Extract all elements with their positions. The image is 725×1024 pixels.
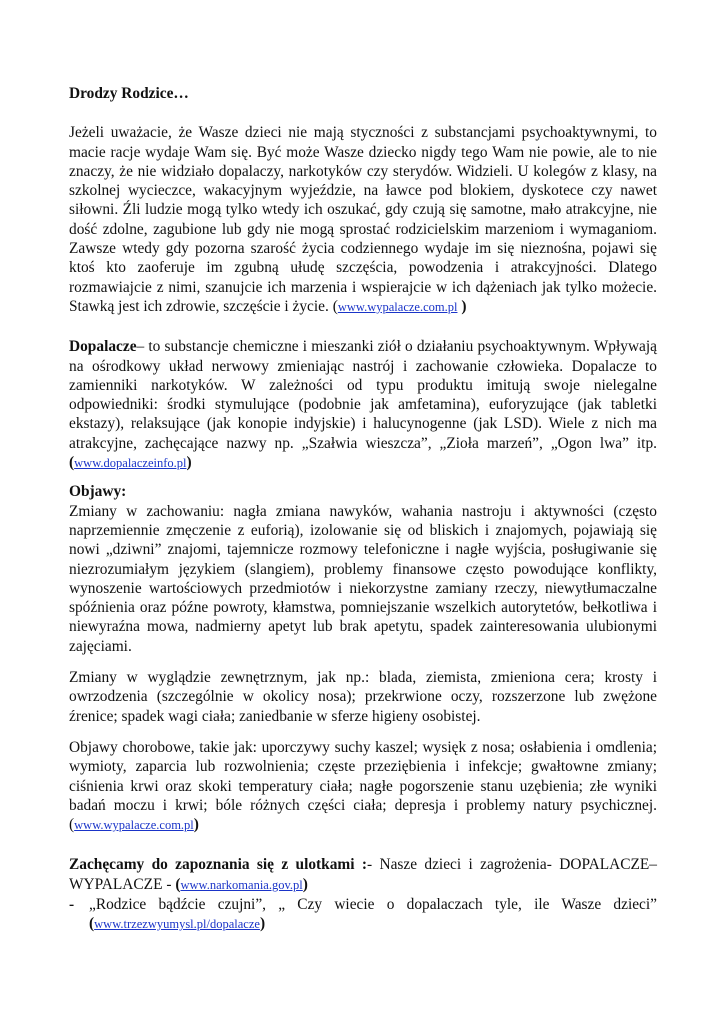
leaflet-2-text: „Rodzice bądźcie czujni”, „ Czy wiecie o dopalaczach tyle, ile Wasze dzieci” [89, 895, 657, 913]
leaflets-list [69, 895, 657, 935]
illness-text: Objawy chorobowe, takie jak: uporczywy suchy kaszel; wysięk z nosa; osłabienia i omdlenia; wymioty, zaparcia lub rozwolnienia; częste przeziębienia i infekcje; gwałtowne zmiany; ciśnienia krwi oraz skoki temperatury ciała; nagłe pogorszenie stanu uzębienia; złe wyniki badań moczu i krwi; bóle różnych części ciała; depresja i problemy natury psychicznej. [69, 738, 657, 814]
definition-source-open: ( [69, 454, 75, 472]
wypalacze-link[interactable]: www.wypalacze.com.pl [337, 299, 458, 314]
leaflet-2-close: ) [259, 915, 266, 933]
intro-text: Jeżeli uważacie, że Wasze dzieci nie mają styczności z substancjami psychoaktywnymi, to macie racje wydaje Wam się. Być może Wasze dziecko nigdy tego Wam nie powie, ale to nie znaczy, że nie widziało dopalaczy, narkotyków czy sterydów. Widzieli. U kolegów z klasy, na szkolnej wycieczce, wakacyjnym wyjeździe, na ławce pod blokiem, dyskotece czy nawet siłowni. Źli ludzie mogą tylko wtedy ich oszukać, gdy czują się samotne, mało atrakcyjne, nie dość zdolne, zagubione lub gdy nie mogą sprostać rodzicielskim marzeniom i wymaganiom. Zawsze wtedy gdy pozorna szarość życia codziennego wydaje im się nieznośna, pojawi się ktoś kto zaoferuje im zgubną ułudę szczęścia, powodzenia i atrakcyjności. Dlatego rozmawiajcie z nimi, szanujcie ich marzenia i wspierajcie w ich dążeniach jak tylko możecie. Stawką jest ich zdrowie, szczęście i życie. [69, 124, 657, 315]
leaflet-1-text: - Nasze dzieci i zagrożenia- DOPALACZE– WYPALACZE - [69, 856, 657, 893]
intro-paragraph [69, 123, 657, 317]
intro-source-close: ) [457, 297, 467, 315]
appearance-paragraph: Zmiany w wyglądzie zewnętrznym, jak np.: blada, ziemista, zmieniona cera; krosty i owrzodzenia (szczególnie w okolicy nosa); przekrwione oczy, rozszerzone lub zwężone źrenice; spadek wagi ciała; zaniedbanie w sferze higieny osobistej. [69, 669, 657, 725]
document-page [69, 84, 657, 935]
symptoms-heading: Objawy: [69, 483, 127, 501]
wypalacze-link-2[interactable]: www.wypalacze.com.pl [74, 818, 194, 833]
definition-text: – to substancje chemiczne i mieszanki ziół o działaniu psychoaktywnym. Wpływają na ośrodkowy układ nerwowy zmieniając nastrój i zachowanie człowieka. Dopalacze to zamienniki narkotyków. W zależności od typu produktu imitują swoje nielegalne odpowiedniki: środki stymulujące (podobnie jak amfetamina), euforyzujące (jak tabletki ekstazy), relaksujące (jak konopie indyjskie) i halucynogenne (jak LSD). Wiele z nich ma atrakcyjne, zachęcające nazwy np. „Szałwia wieszcza”, „Zioła marzeń”, „Ogon lwa” itp. [69, 338, 657, 452]
illness-source-close: ) [193, 816, 199, 834]
intro-source-open: ( [332, 297, 338, 315]
leaflet-1-open: ( [175, 875, 181, 893]
definition-source-close: ) [186, 454, 192, 472]
bullet-dash: - [69, 895, 75, 913]
illness-source-open: ( [69, 816, 75, 834]
leaflets-paragraph [69, 855, 657, 895]
behavior-paragraph: Zmiany w zachowaniu: nagła zmiana nawyków, wahania nastroju i aktywności (często naprzemiennie zmęczenie z euforią), izolowanie się od bliskich i znajomych, pojawiają się nowi „dziwni” znajomi, tajemnicze rozmowy telefoniczne i nagłe wyjścia, posługiwanie się niezrozumiałym językiem (slangiem), problemy finansowe często powodujące konflikty, wynoszenie wartościowych przedmiotów i niekorzystne zamiany rzeczy, niewytłumaczalne spóźnienia oraz późne powroty, kłamstwa, pomniejszanie wszelkich autorytetów, bełkotliwa i niewyraźna mowa, nadmierny apetyt lub brak apetytu, spadek zainteresowania ulubionymi zajęciami. [69, 502, 657, 655]
letter-title: Drodzy Rodzice… [69, 85, 189, 102]
definition-paragraph [69, 337, 657, 473]
illness-paragraph [69, 738, 657, 835]
leaflet-2-open: ( [89, 915, 95, 933]
trzezwyumysl-link[interactable]: www.trzezwyumysl.pl/dopalacze [94, 917, 260, 932]
leaflets-intro: Zachęcamy do zapoznania się z ulotkami : [69, 856, 367, 874]
definition-term: Dopalacze [69, 338, 137, 356]
leaflet-1-close: ) [302, 875, 308, 893]
narkomania-link[interactable]: www.narkomania.gov.pl [180, 877, 303, 892]
list-item [69, 895, 657, 935]
dopalaczeinfo-link[interactable]: www.dopalaczeinfo.pl [74, 456, 187, 471]
